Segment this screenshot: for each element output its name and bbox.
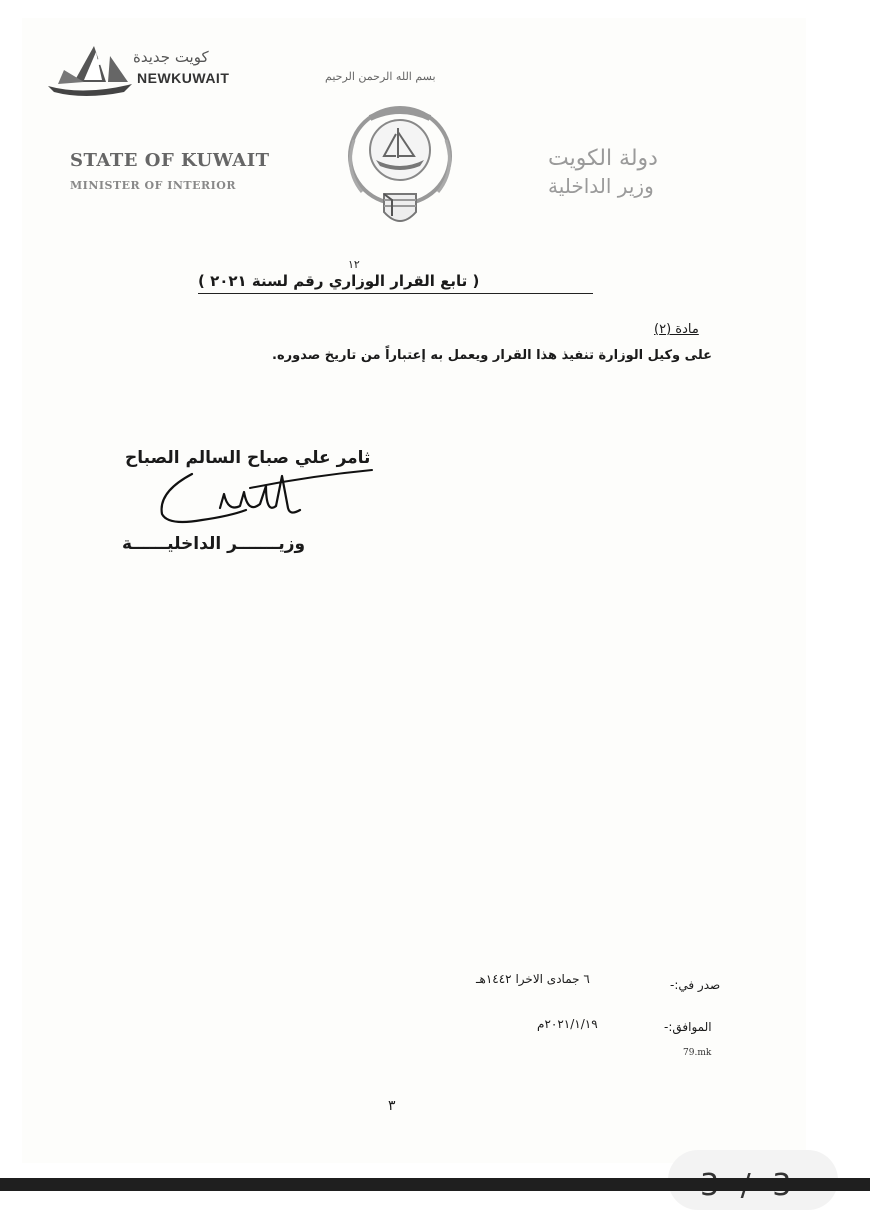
issued-label: صدر في:- (670, 978, 721, 992)
state-name-arabic: دولة الكويت (548, 146, 658, 171)
kuwait-emblem-icon (340, 100, 460, 232)
issued-date-hijri: ٦ جمادى الاخرا ١٤٤٢هـ (476, 972, 590, 986)
decree-heading-underline (198, 293, 593, 294)
decree-heading: ( تابع القرار الوزاري رقم لسنة ٢٠٢١ ) (198, 272, 480, 290)
signatory-title: وزيـــــــر الداخليــــــة (122, 534, 306, 554)
reference-code: 79.mk (683, 1048, 712, 1058)
logo-brand-arabic: كويت جديدة (133, 48, 209, 66)
corresponding-date-gregorian: ٢٠٢١/١/١٩م (537, 1017, 598, 1031)
article-body: على وكيل الوزارة تنفيذ هذا القرار ويعمل به إعتباراً من تاريخ صدوره. (272, 348, 712, 363)
logo-brand-english: NEWKUWAIT (137, 70, 230, 86)
corresponding-label: الموافق:- (664, 1020, 712, 1034)
handwritten-signature (150, 462, 380, 532)
ministry-name-arabic: وزير الداخلية (548, 174, 654, 198)
state-name-english: STATE OF KUWAIT (70, 150, 270, 171)
viewer-bottom-bar (0, 1178, 870, 1191)
basmala: بسم الله الرحمن الرحيم (325, 70, 436, 83)
page-number: ٣ (388, 1098, 396, 1114)
newkuwait-logo-icon (44, 42, 136, 100)
article-title: مادة (٢) (654, 322, 699, 337)
ministry-name-english: MINISTER OF INTERIOR (70, 179, 237, 192)
signatory-name: ثامر علي صباح السالم الصباح (125, 448, 371, 468)
decree-number: ١٢ (348, 258, 360, 271)
